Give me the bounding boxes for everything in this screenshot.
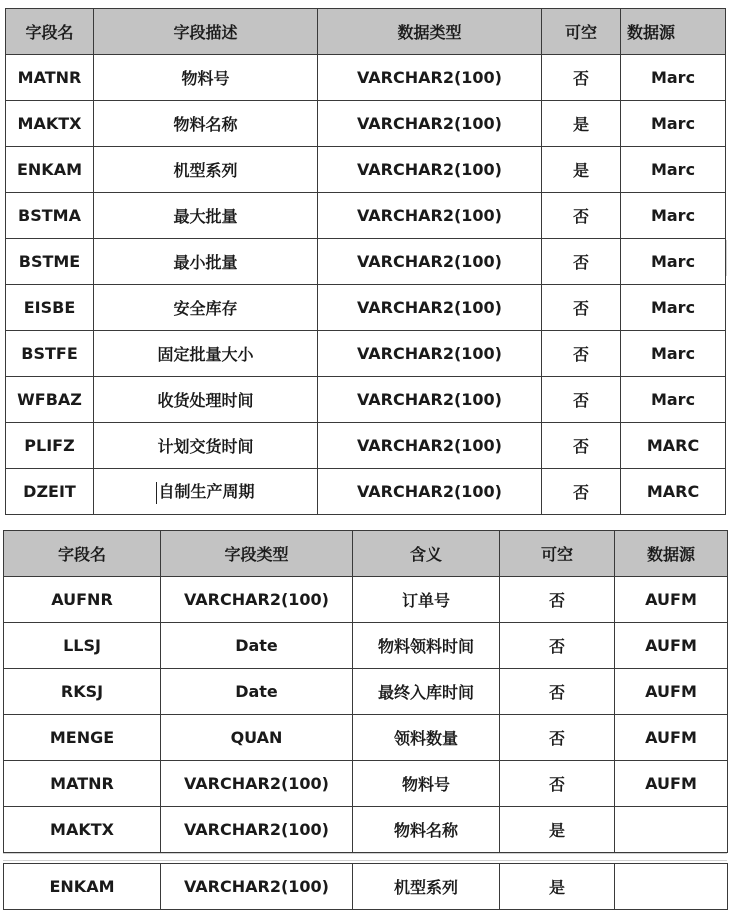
cell-data-type: VARCHAR2(100) bbox=[318, 147, 542, 193]
cell-data-type: VARCHAR2(100) bbox=[318, 469, 542, 515]
cell-field-name: BSTMA bbox=[6, 193, 94, 239]
cell-nullable: 否 bbox=[542, 377, 621, 423]
cell-data-source: AUFM bbox=[615, 761, 728, 807]
cell-data-type: VARCHAR2(100) bbox=[318, 55, 542, 101]
cell-field-desc: 机型系列 bbox=[94, 147, 318, 193]
header-field-name: 字段名 bbox=[6, 9, 94, 55]
cell-nullable: 否 bbox=[542, 55, 621, 101]
cell-data-type: VARCHAR2(100) bbox=[318, 331, 542, 377]
cell-nullable: 否 bbox=[542, 469, 621, 515]
table-row bbox=[6, 331, 726, 377]
cell-data-source: AUFM bbox=[615, 669, 728, 715]
table-row bbox=[6, 55, 726, 101]
cell-data-type: VARCHAR2(100) bbox=[318, 423, 542, 469]
table-row bbox=[4, 864, 728, 910]
cell-field-name: RKSJ bbox=[4, 669, 161, 715]
cell-field-name: LLSJ bbox=[4, 623, 161, 669]
cell-nullable: 否 bbox=[500, 715, 615, 761]
cell-field-desc: 计划交货时间 bbox=[94, 423, 318, 469]
cell-field-type: VARCHAR2(100) bbox=[161, 761, 353, 807]
cell-nullable: 是 bbox=[500, 864, 615, 910]
margin-marker bbox=[726, 240, 731, 276]
cell-data-source: AUFM bbox=[615, 623, 728, 669]
cell-field-type: Date bbox=[161, 623, 353, 669]
field-table-marc bbox=[5, 8, 726, 515]
cell-field-desc: 最大批量 bbox=[94, 193, 318, 239]
header-field-desc: 字段描述 bbox=[94, 9, 318, 55]
page-break-divider bbox=[3, 853, 727, 861]
cell-data-source: Marc bbox=[621, 285, 726, 331]
header-nullable: 可空 bbox=[542, 9, 621, 55]
table-row bbox=[6, 285, 726, 331]
cell-nullable: 是 bbox=[500, 807, 615, 853]
cell-field-name: BSTFE bbox=[6, 331, 94, 377]
cell-field-name: ENKAM bbox=[4, 864, 161, 910]
cell-field-type: VARCHAR2(100) bbox=[161, 864, 353, 910]
table-row bbox=[6, 239, 726, 285]
cell-field-name: MATNR bbox=[4, 761, 161, 807]
cell-field-desc: 最小批量 bbox=[94, 239, 318, 285]
cell-field-type: VARCHAR2(100) bbox=[161, 577, 353, 623]
header-nullable: 可空 bbox=[500, 531, 615, 577]
table-row bbox=[6, 193, 726, 239]
table-row bbox=[4, 715, 728, 761]
cell-meaning: 最终入库时间 bbox=[353, 669, 500, 715]
cell-meaning: 物料领料时间 bbox=[353, 623, 500, 669]
cell-data-source bbox=[615, 864, 728, 910]
cell-data-source bbox=[615, 807, 728, 853]
cell-meaning: 领料数量 bbox=[353, 715, 500, 761]
cell-field-desc: 物料号 bbox=[94, 55, 318, 101]
table-row bbox=[6, 377, 726, 423]
cell-data-source: Marc bbox=[621, 239, 726, 285]
table-row bbox=[4, 669, 728, 715]
cell-data-source: Marc bbox=[621, 377, 726, 423]
cell-meaning: 物料号 bbox=[353, 761, 500, 807]
cell-nullable: 否 bbox=[500, 761, 615, 807]
cell-nullable: 否 bbox=[542, 423, 621, 469]
table-row bbox=[4, 623, 728, 669]
table-row bbox=[6, 423, 726, 469]
header-meaning: 含义 bbox=[353, 531, 500, 577]
cell-data-type: VARCHAR2(100) bbox=[318, 193, 542, 239]
header-data-source: 数据源 bbox=[621, 9, 726, 55]
table-row bbox=[4, 577, 728, 623]
cell-field-desc: 固定批量大小 bbox=[94, 331, 318, 377]
cell-text: 自制生产周期 bbox=[158, 482, 255, 502]
table-header-row bbox=[4, 531, 728, 577]
cell-field-name: PLIFZ bbox=[6, 423, 94, 469]
cell-field-desc: 物料名称 bbox=[94, 101, 318, 147]
cell-field-name: BSTME bbox=[6, 239, 94, 285]
cell-nullable: 否 bbox=[542, 285, 621, 331]
field-table-aufm bbox=[3, 530, 728, 853]
cell-meaning: 订单号 bbox=[353, 577, 500, 623]
cell-meaning: 物料名称 bbox=[353, 807, 500, 853]
header-field-name: 字段名 bbox=[4, 531, 161, 577]
header-data-type: 数据类型 bbox=[318, 9, 542, 55]
field-table-aufm-continued bbox=[3, 863, 728, 910]
cell-field-name: MATNR bbox=[6, 55, 94, 101]
cell-data-source: Marc bbox=[621, 55, 726, 101]
cell-nullable: 是 bbox=[542, 101, 621, 147]
cell-data-source: AUFM bbox=[615, 577, 728, 623]
cell-field-name: DZEIT bbox=[6, 469, 94, 515]
table-row bbox=[6, 101, 726, 147]
header-field-type: 字段类型 bbox=[161, 531, 353, 577]
cell-field-name: MAKTX bbox=[6, 101, 94, 147]
cell-nullable: 是 bbox=[542, 147, 621, 193]
cell-data-source: Marc bbox=[621, 147, 726, 193]
cell-data-type: VARCHAR2(100) bbox=[318, 239, 542, 285]
cell-field-type: QUAN bbox=[161, 715, 353, 761]
cell-field-name: AUFNR bbox=[4, 577, 161, 623]
cell-data-type: VARCHAR2(100) bbox=[318, 285, 542, 331]
table-row bbox=[4, 807, 728, 853]
cell-nullable: 否 bbox=[500, 577, 615, 623]
cell-field-name: ENKAM bbox=[6, 147, 94, 193]
cell-meaning: 机型系列 bbox=[353, 864, 500, 910]
cell-nullable: 否 bbox=[500, 623, 615, 669]
cell-data-source: Marc bbox=[621, 193, 726, 239]
table-row bbox=[6, 469, 726, 515]
table-row bbox=[6, 147, 726, 193]
cell-nullable: 否 bbox=[500, 669, 615, 715]
cell-data-source: MARC bbox=[621, 423, 726, 469]
table-header-row bbox=[6, 9, 726, 55]
cell-field-type: VARCHAR2(100) bbox=[161, 807, 353, 853]
cell-field-desc: 收货处理时间 bbox=[94, 377, 318, 423]
cell-field-desc: 安全库存 bbox=[94, 285, 318, 331]
cell-field-type: Date bbox=[161, 669, 353, 715]
cell-data-type: VARCHAR2(100) bbox=[318, 101, 542, 147]
cell-field-name: MAKTX bbox=[4, 807, 161, 853]
header-data-source: 数据源 bbox=[615, 531, 728, 577]
cell-data-source: MARC bbox=[621, 469, 726, 515]
cell-data-source: Marc bbox=[621, 331, 726, 377]
cell-data-type: VARCHAR2(100) bbox=[318, 377, 542, 423]
cell-field-name: MENGE bbox=[4, 715, 161, 761]
cell-nullable: 否 bbox=[542, 193, 621, 239]
cell-field-name: WFBAZ bbox=[6, 377, 94, 423]
cell-data-source: AUFM bbox=[615, 715, 728, 761]
cell-nullable: 否 bbox=[542, 239, 621, 285]
cell-field-name: EISBE bbox=[6, 285, 94, 331]
cell-nullable: 否 bbox=[542, 331, 621, 377]
table-row bbox=[4, 761, 728, 807]
cell-field-desc bbox=[94, 469, 318, 515]
cell-data-source: Marc bbox=[621, 101, 726, 147]
